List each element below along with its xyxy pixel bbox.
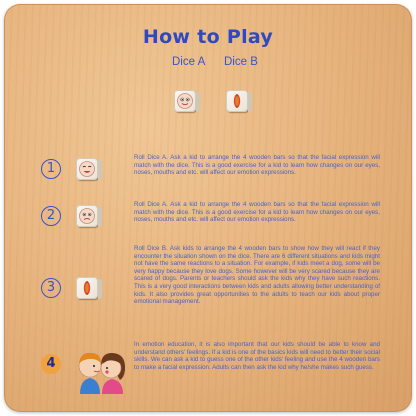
step-2-dice-face-icon	[76, 205, 98, 227]
kids-whispering-icon	[74, 344, 128, 396]
dice-b-label: Dice B	[224, 56, 258, 68]
step-3-number-badge: 3	[41, 278, 61, 298]
step-2-instructions: Roll Dice A. Ask a kid to arrange the 4 wooden bars so that the facial expression will match with the dice. This is a good exercise for a kid to learn how changes on our eyes, noses, mouths and etc. will affect our emotion expressions.	[134, 201, 380, 224]
step-3-dice-situation-icon	[76, 277, 98, 299]
how-to-play-board	[4, 4, 412, 412]
dice-a-face-icon	[174, 90, 196, 112]
step-2-number-badge: 2	[41, 206, 61, 226]
step-1-dice-face-icon	[76, 158, 98, 180]
page-title: How to Play	[142, 26, 274, 48]
step-1-number-badge: 1	[41, 159, 61, 179]
dice-b-situation-icon	[226, 90, 248, 112]
step-4-number-badge: 4	[41, 354, 61, 374]
step-1-instructions: Roll Dice A. Ask a kid to arrange the 4 wooden bars so that the facial expression will match with the dice. This is a good exercise for a kid to learn how changes on our eyes, noses, mouths and etc. will affect our emotion expressions.	[134, 154, 380, 177]
step-3-instructions: Roll Dice B. Ask kids to arrange the 4 wooden bars to show how they will react if they encounter the situation shown on the dice. There are 6 different situations and kids might not have the same reactions to a situation. For example, if kids meet a dog, some will be very happy because they love dogs. Some however will be very scared because they are scared of dogs. Parents or teachers should ask the kids why they have such reactions. This is a very good interactions between kids and adults allowing better understanding of kids. It also provides great opportunities to the adults to teach our kids about proper emotional management.	[134, 245, 380, 306]
dice-a-label: Dice A	[172, 56, 206, 68]
step-4-instructions: In emotion education, it is also important that our kids should be able to know and understand others' feelings. If a kid is one of the basics kids will need to better their social skills. We can ask a kid to guess one of the other kids' feeling and use the 4 wooden bars to make a facial expression. Adults can then ask the kid why he/she makes such guess.	[134, 341, 380, 371]
